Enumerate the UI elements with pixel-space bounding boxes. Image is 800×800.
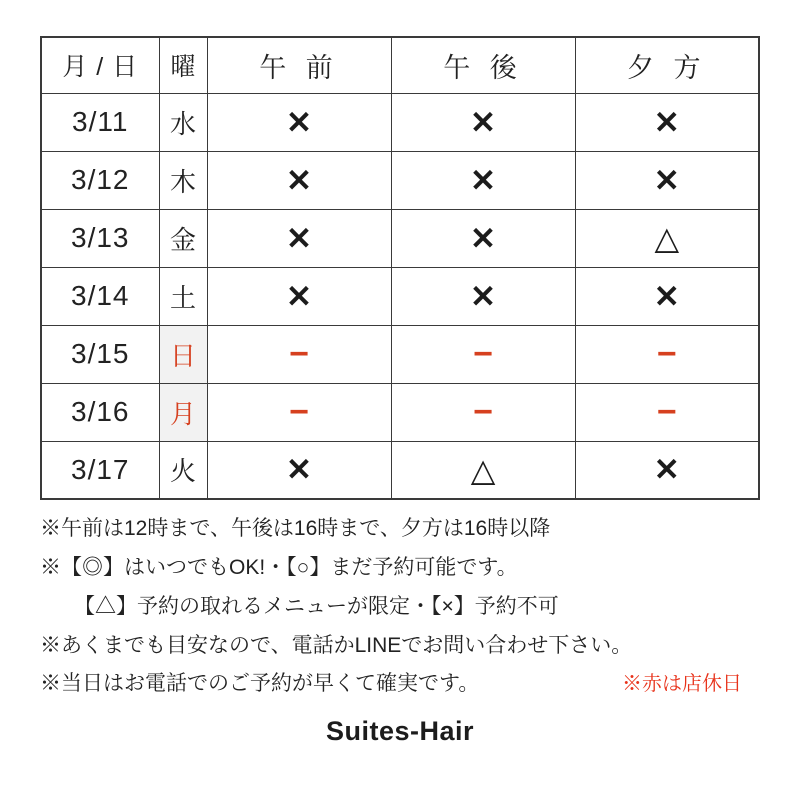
cell-evening	[575, 383, 759, 441]
cell-dayofweek: 月	[159, 383, 207, 441]
note-sameday: ※当日はお電話でのご予約が早くて確実です。	[40, 672, 480, 696]
status-mark: ✕	[286, 162, 312, 198]
notes-section	[40, 510, 760, 704]
cell-date: 3/16	[41, 383, 159, 441]
cell-afternoon	[391, 383, 575, 441]
table-row	[41, 325, 759, 383]
cell-date: 3/12	[41, 151, 159, 209]
cell-evening	[575, 267, 759, 325]
table-row	[41, 383, 759, 441]
status-mark: ✕	[286, 220, 312, 256]
status-mark: ✕	[653, 162, 680, 198]
cell-afternoon	[391, 267, 575, 325]
header-dayofweek: 曜	[159, 37, 207, 93]
cell-morning	[207, 267, 391, 325]
cell-afternoon	[391, 209, 575, 267]
cell-afternoon	[391, 151, 575, 209]
cell-morning	[207, 209, 391, 267]
cell-morning	[207, 151, 391, 209]
header-evening: 夕 方	[575, 37, 759, 93]
cell-afternoon	[391, 325, 575, 383]
status-mark: ✕	[286, 104, 312, 140]
status-mark: −	[656, 335, 677, 373]
availability-table	[40, 36, 760, 500]
cell-date: 3/13	[41, 209, 159, 267]
status-mark: △	[654, 220, 680, 256]
note-hours: ※午前は12時まで、午後は16時まで、夕方は16時以降	[40, 517, 551, 540]
note-legend-open: ※【◎】はいつでもOK!・【○】まだ予約可能です。	[40, 555, 518, 579]
cell-morning	[207, 383, 391, 441]
note-legend-limited: 【△】予約の取れるメニューが限定・【×】予約不可	[74, 594, 559, 618]
status-mark: ✕	[470, 220, 496, 256]
cell-evening	[575, 151, 759, 209]
status-mark: ✕	[470, 104, 496, 140]
cell-evening	[575, 209, 759, 267]
header-row	[41, 37, 759, 93]
table-row	[41, 441, 759, 499]
status-mark: ✕	[286, 278, 312, 314]
cell-dayofweek: 日	[159, 325, 207, 383]
cell-dayofweek: 金	[159, 209, 207, 267]
cell-afternoon	[391, 441, 575, 499]
status-mark: ✕	[653, 104, 680, 140]
cell-morning	[207, 441, 391, 499]
cell-evening	[575, 441, 759, 499]
status-mark: −	[473, 393, 493, 431]
header-afternoon: 午 後	[391, 37, 575, 93]
cell-date: 3/14	[41, 267, 159, 325]
cell-dayofweek: 土	[159, 267, 207, 325]
status-mark: ✕	[470, 162, 496, 198]
table-body	[41, 93, 759, 499]
status-mark: −	[473, 335, 493, 373]
status-mark: ✕	[470, 278, 496, 314]
brand-name: Suites-Hair	[325, 716, 475, 747]
status-mark: −	[289, 335, 309, 373]
status-mark: ✕	[286, 452, 312, 488]
table-header	[41, 37, 759, 93]
status-mark: −	[656, 393, 677, 431]
cell-evening	[575, 325, 759, 383]
cell-date: 3/17	[41, 441, 159, 499]
table-row	[41, 209, 759, 267]
header-date: 月 / 日	[41, 37, 159, 93]
cell-dayofweek: 木	[159, 151, 207, 209]
status-mark: △	[470, 451, 496, 488]
note-sameday-row	[40, 665, 760, 704]
status-mark: ✕	[653, 452, 680, 488]
header-morning: 午 前	[207, 37, 391, 93]
note-contact: ※あくまでも目安なので、電話かLINEでお問い合わせ下さい。	[40, 633, 633, 657]
table-row	[41, 267, 759, 325]
cell-date: 3/15	[41, 325, 159, 383]
cell-date: 3/11	[41, 93, 159, 151]
table-row	[41, 93, 759, 151]
status-mark: ✕	[653, 278, 680, 314]
cell-dayofweek: 火	[159, 441, 207, 499]
table-row	[41, 151, 759, 209]
status-mark: −	[289, 393, 309, 431]
cell-morning	[207, 325, 391, 383]
cell-afternoon	[391, 93, 575, 151]
cell-evening	[575, 93, 759, 151]
cell-morning	[207, 93, 391, 151]
cell-dayofweek: 水	[159, 93, 207, 151]
note-closed-days: ※赤は店休日	[622, 673, 742, 696]
